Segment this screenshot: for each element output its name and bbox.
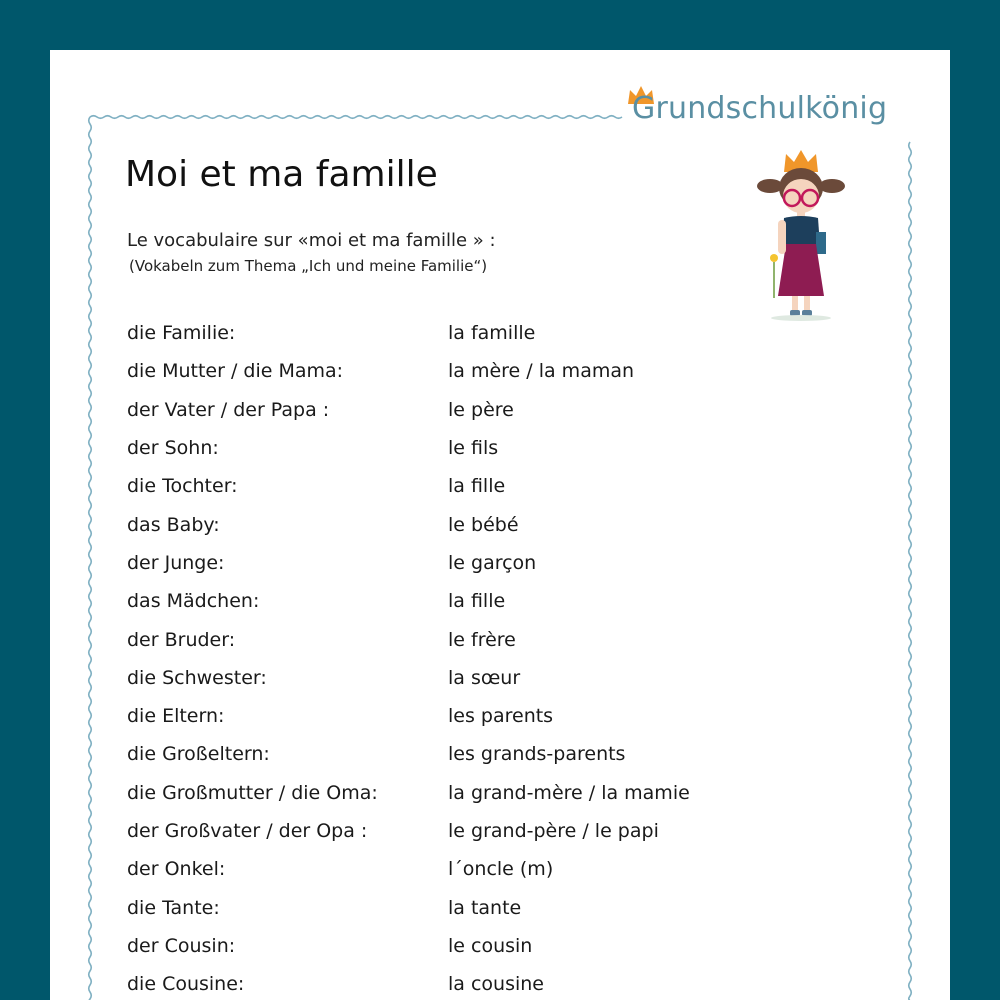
french-term: la tante <box>448 896 522 919</box>
vocab-row <box>127 850 827 888</box>
german-term: die Mutter / die Mama: <box>127 360 344 383</box>
french-term: le garçon <box>448 551 537 574</box>
vocab-row <box>127 429 827 467</box>
vocab-row <box>127 812 827 850</box>
german-term: der Vater / der Papa : <box>127 398 330 421</box>
intro-text: Le vocabulaire sur «moi et ma famille » : <box>127 230 496 251</box>
vocab-row <box>127 505 827 543</box>
intro-subtext: (Vokabeln zum Thema „Ich und meine Familie“) <box>129 257 488 275</box>
vocab-row <box>127 544 827 582</box>
page-title: Moi et ma famille <box>125 154 438 195</box>
french-term: la mère / la maman <box>448 360 635 383</box>
french-term: la fille <box>448 590 506 613</box>
vocabulary-list <box>127 314 827 1000</box>
german-term: der Cousin: <box>127 934 236 957</box>
french-term: le cousin <box>448 934 533 957</box>
french-term: le fils <box>448 437 499 460</box>
worksheet <box>50 50 950 1000</box>
vocab-row <box>127 697 827 735</box>
german-term: das Baby: <box>127 513 220 536</box>
vocab-row <box>127 659 827 697</box>
vocab-row <box>127 927 827 965</box>
vocab-row <box>127 391 827 429</box>
german-term: die Großmutter / die Oma: <box>127 781 378 804</box>
german-term: der Junge: <box>127 551 225 574</box>
german-term: die Familie: <box>127 322 236 345</box>
german-term: die Tante: <box>127 896 220 919</box>
german-term: die Tochter: <box>127 475 238 498</box>
french-term: le bébé <box>448 513 519 536</box>
vocab-row <box>127 620 827 658</box>
german-term: die Großeltern: <box>127 743 270 766</box>
french-term: les grands-parents <box>448 743 626 766</box>
girl-illustration <box>756 146 846 326</box>
french-term: le grand-père / le papi <box>448 820 659 842</box>
vocab-row <box>127 352 827 390</box>
french-term: le frère <box>448 628 516 651</box>
german-term: die Eltern: <box>127 705 225 728</box>
vocab-row <box>127 774 827 812</box>
brand-logo <box>632 91 888 126</box>
vocab-row <box>127 965 827 1000</box>
french-term: le père <box>448 398 514 421</box>
french-term: la grand-mère / la mamie <box>448 781 690 804</box>
german-term: die Cousine: <box>127 973 245 996</box>
french-term: la fille <box>448 475 506 498</box>
french-term: l´oncle (m) <box>448 858 554 881</box>
french-term: la sœur <box>448 666 521 689</box>
german-term: der Bruder: <box>127 628 236 651</box>
french-term: les parents <box>448 705 554 728</box>
german-term: das Mädchen: <box>127 590 260 613</box>
brand-name: Grundschulkönig <box>632 91 888 126</box>
vocab-row <box>127 735 827 773</box>
german-term: die Schwester: <box>127 666 267 689</box>
vocab-row <box>127 582 827 620</box>
german-term: der Sohn: <box>127 437 219 460</box>
vocab-row <box>127 314 827 352</box>
vocab-row <box>127 467 827 505</box>
german-term: der Großvater / der Opa : <box>127 820 368 842</box>
french-term: la cousine <box>448 973 544 996</box>
german-term: der Onkel: <box>127 858 226 881</box>
french-term: la famille <box>448 322 536 345</box>
vocab-row <box>127 888 827 926</box>
